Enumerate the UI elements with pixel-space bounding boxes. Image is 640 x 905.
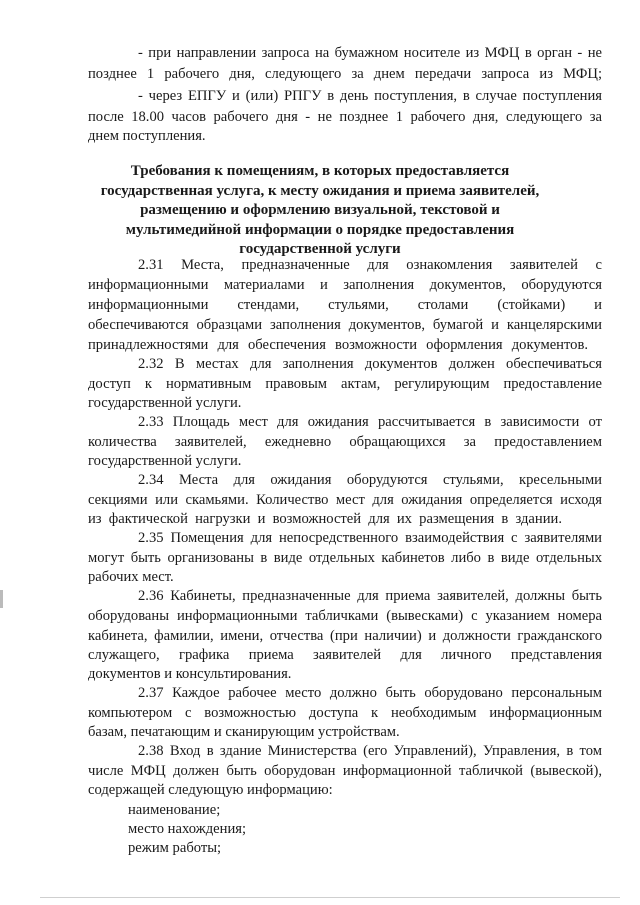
text-line: 2.36 Кабинеты, предназначенные для приема заявителей, должны быть <box>138 588 602 604</box>
text-line: количества заявителей, ежедневно обращающихся за предоставлением <box>88 434 602 450</box>
text-line: после 18.00 часов рабочего дня - не позднее 1 рабочего дня, следующего за <box>88 109 602 125</box>
text-line: 2.32 В местах для заполнения документов должен обеспечиваться <box>138 356 602 372</box>
section-heading: Требования к помещениям, в которых предоставляется государственная услуга, к месту ожидания и приема заявителей, размещению и оформлению визуальной, текстовой и мультимедийной информации о порядке предоставления государственной услуги <box>100 163 540 257</box>
scan-artifact <box>0 590 3 608</box>
text-line: информационными материалами и заполнения документов, оборудуются <box>88 277 602 293</box>
text-line: числе МФЦ должен быть оборудован информационной табличкой (вывеской), <box>88 763 602 779</box>
text-line: принадлежностями для обеспечения возможности оформления документов. <box>88 337 588 353</box>
text-line: позднее 1 рабочего дня, следующего за днем передачи запроса из МФЦ; <box>88 66 602 82</box>
list-item: место нахождения; <box>128 821 247 837</box>
list-item: наименование; <box>128 802 221 818</box>
text-line: рабочих мест. <box>88 569 174 585</box>
text-line: из фактической нагрузки и возможностей для их размещения в здании. <box>88 511 562 527</box>
text-line: государственной услуги. <box>88 395 242 411</box>
scan-artifact <box>40 897 620 898</box>
text-line: компьютером с возможностью доступа к необходимым информационным <box>88 705 602 721</box>
text-line: 2.35 Помещения для непосредственного взаимодействия с заявителями <box>138 530 602 546</box>
text-line: могут быть организованы в виде отдельных кабинетов либо в виде отдельных <box>88 550 602 566</box>
text-line: оборудованы информационными табличками (вывесками) с указанием номера <box>88 608 602 624</box>
text-line: кабинета, фамилии, имени, отчества (при наличии) и должности гражданского <box>88 628 602 644</box>
text-line: 2.31 Места, предназначенные для ознакомления заявителей с <box>138 257 602 273</box>
list-item: режим работы; <box>128 840 222 856</box>
text-line: служащего, графика приема заявителей для личного представления <box>88 647 602 663</box>
text-line: - через ЕПГУ и (или) РПГУ в день поступления, в случае поступления <box>138 88 602 104</box>
text-line: доступ к нормативным правовым актам, регулирующим предоставление <box>88 376 602 392</box>
text-line: документов и консультирования. <box>88 666 292 682</box>
text-line: - при направлении запроса на бумажном носителе из МФЦ в орган - не <box>138 45 602 61</box>
text-line: секциями или скамьями. Количество мест для ожидания определяется исходя <box>88 492 602 508</box>
text-line: государственной услуги. <box>88 453 242 469</box>
text-line: содержащей следующую информацию: <box>88 782 333 798</box>
text-line: информационными стендами, стульями, столами (стойками) и <box>88 297 602 313</box>
text-line: 2.37 Каждое рабочее место должно быть оборудовано персональным <box>138 685 602 701</box>
text-line: базам, печатающим и сканирующим устройствам. <box>88 724 400 740</box>
text-line: 2.34 Места для ожидания оборудуются стульями, кресельными <box>138 472 602 488</box>
text-line: обеспечиваются образцами заполнения документов, бумагой и канцелярскими <box>88 317 602 333</box>
text-line: днем поступления. <box>88 128 206 144</box>
text-line: 2.33 Площадь мест для ожидания рассчитывается в зависимости от <box>138 414 602 430</box>
text-line: 2.38 Вход в здание Министерства (его Управлений), Управления, в том <box>138 743 602 759</box>
